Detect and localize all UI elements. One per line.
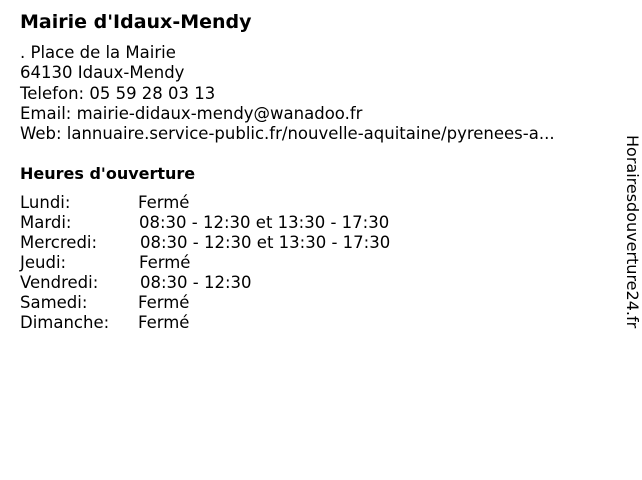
place-name: Mairie d'Idaux-Mendy bbox=[20, 11, 252, 33]
day-label: Lundi: bbox=[20, 193, 71, 212]
opening-hours-heading: Heures d'ouverture bbox=[20, 164, 196, 183]
address-city: 64130 Idaux-Mendy bbox=[20, 63, 185, 83]
day-label: Vendredi: bbox=[20, 273, 99, 292]
day-label: Mercredi: bbox=[20, 233, 98, 252]
day-hours: Fermé bbox=[138, 313, 190, 332]
site-watermark: Horairesdouverture24.fr bbox=[623, 135, 642, 329]
day-hours: 08:30 - 12:30 et 13:30 - 17:30 bbox=[140, 233, 391, 252]
phone-number: Telefon: 05 59 28 03 13 bbox=[20, 83, 216, 103]
address-street: . Place de la Mairie bbox=[20, 43, 176, 62]
day-label: Dimanche: bbox=[20, 313, 110, 332]
web-link: Web: lannuaire.service-public.fr/nouvelle-aquitaine/pyrenees-a... bbox=[20, 124, 555, 144]
day-hours: Fermé bbox=[139, 253, 191, 272]
email-address: Email: mairie-didaux-mendy@wanadoo.fr bbox=[20, 103, 363, 123]
day-hours: 08:30 - 12:30 et 13:30 - 17:30 bbox=[139, 213, 390, 232]
day-hours: 08:30 - 12:30 bbox=[140, 273, 252, 292]
day-hours: Fermé bbox=[138, 293, 190, 312]
day-label: Samedi: bbox=[20, 293, 88, 312]
day-label: Mardi: bbox=[20, 213, 72, 232]
day-label: Jeudi: bbox=[20, 253, 67, 272]
day-hours: Fermé bbox=[138, 193, 190, 212]
contact-block bbox=[20, 43, 555, 144]
